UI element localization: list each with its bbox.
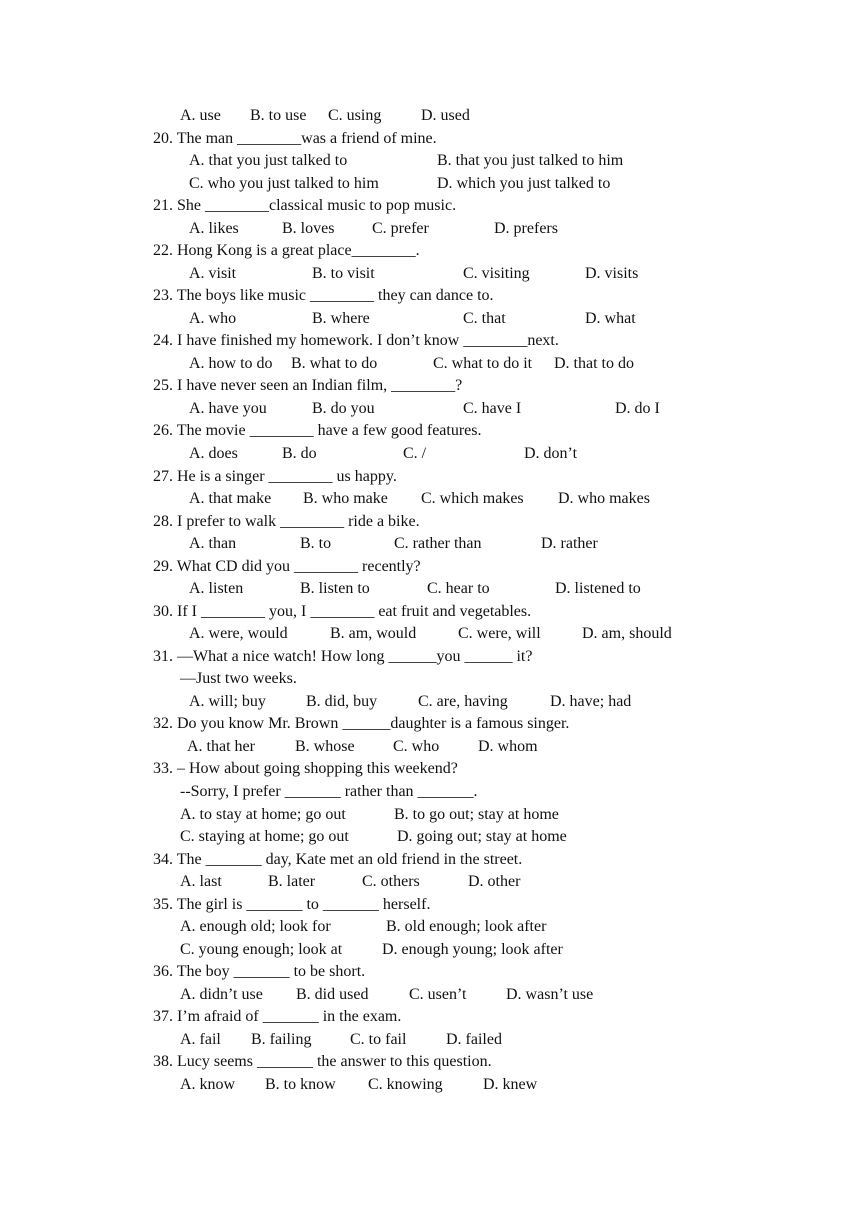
q28-option-a: A. than	[189, 535, 237, 552]
q20-option-a: A. that you just talked to	[189, 152, 348, 169]
q33-option-d: D. going out; stay at home	[397, 828, 567, 845]
q22-stem: 22. Hong Kong is a great place________.	[153, 242, 420, 259]
q38-option-d: D. knew	[483, 1076, 538, 1093]
q19-option-b: B. to use	[250, 107, 307, 124]
q30-option-d: D. am, should	[582, 625, 672, 642]
q20-option-b: B. that you just talked to him	[437, 152, 624, 169]
q22-option-a: A. visit	[189, 265, 237, 282]
q27-stem: 27. He is a singer ________ us happy.	[153, 468, 397, 485]
q35-option-a: A. enough old; look for	[180, 918, 331, 935]
q38-option-c: C. knowing	[368, 1076, 443, 1093]
q36-option-a: A. didn’t use	[180, 986, 263, 1003]
q29-option-c: C. hear to	[427, 580, 490, 597]
q26-stem: 26. The movie ________ have a few good features.	[153, 422, 482, 439]
q35-option-c: C. young enough; look at	[180, 941, 343, 958]
q31-option-b: B. did, buy	[306, 693, 378, 710]
q27-option-c: C. which makes	[421, 490, 524, 507]
q22-option-c: C. visiting	[463, 265, 530, 282]
q37-option-a: A. fail	[180, 1031, 221, 1048]
q25-option-b: B. do you	[312, 400, 375, 417]
q37-option-b: B. failing	[251, 1031, 312, 1048]
q37-option-d: D. failed	[446, 1031, 502, 1048]
q36-option-c: C. usen’t	[409, 986, 467, 1003]
q35-option-d: D. enough young; look after	[382, 941, 563, 958]
q23-option-d: D. what	[585, 310, 636, 327]
q29-option-a: A. listen	[189, 580, 244, 597]
q30-option-c: C. were, will	[458, 625, 541, 642]
q30-option-b: B. am, would	[330, 625, 417, 642]
q26-option-b: B. do	[282, 445, 317, 462]
q38-stem: 38. Lucy seems _______ the answer to this question.	[153, 1053, 492, 1070]
q28-option-d: D. rather	[541, 535, 598, 552]
q20-option-d: D. which you just talked to	[437, 175, 611, 192]
q24-option-b: B. what to do	[291, 355, 378, 372]
q33-reply: --Sorry, I prefer _______ rather than _______.	[180, 783, 478, 800]
q29-option-b: B. listen to	[300, 580, 370, 597]
q26-option-d: D. don’t	[524, 445, 578, 462]
q19-option-a: A. use	[180, 107, 221, 124]
q31-stem: 31. —What a nice watch! How long ______you ______ it?	[153, 648, 533, 665]
q37-stem: 37. I’m afraid of _______ in the exam.	[153, 1008, 402, 1025]
q30-stem: 30. If I ________ you, I ________ eat fruit and vegetables.	[153, 603, 532, 620]
q28-option-b: B. to	[300, 535, 332, 552]
q35-stem: 35. The girl is _______ to _______ herself.	[153, 896, 431, 913]
q32-option-d: D. whom	[478, 738, 538, 755]
q38-option-b: B. to know	[265, 1076, 336, 1093]
q30-option-a: A. were, would	[189, 625, 288, 642]
q24-option-a: A. how to do	[189, 355, 273, 372]
q27-option-a: A. that make	[189, 490, 272, 507]
q25-option-c: C. have I	[463, 400, 522, 417]
q22-option-b: B. to visit	[312, 265, 375, 282]
q23-option-c: C. that	[463, 310, 506, 327]
q32-option-c: C. who	[393, 738, 440, 755]
q32-stem: 32. Do you know Mr. Brown ______daughter is a famous singer.	[153, 715, 570, 732]
q24-option-d: D. that to do	[554, 355, 634, 372]
q27-option-b: B. who make	[303, 490, 388, 507]
q36-option-d: D. wasn’t use	[506, 986, 594, 1003]
q34-stem: 34. The _______ day, Kate met an old friend in the street.	[153, 851, 523, 868]
q37-option-c: C. to fail	[350, 1031, 407, 1048]
q20-stem: 20. The man ________was a friend of mine.	[153, 130, 437, 147]
q23-stem: 23. The boys like music ________ they can dance to.	[153, 287, 494, 304]
q36-stem: 36. The boy _______ to be short.	[153, 963, 366, 980]
q19-option-d: D. used	[421, 107, 470, 124]
q28-stem: 28. I prefer to walk ________ ride a bike.	[153, 513, 420, 530]
q26-option-c: C. /	[403, 445, 427, 462]
q21-option-d: D. prefers	[494, 220, 558, 237]
q21-option-c: C. prefer	[372, 220, 429, 237]
q34-option-c: C. others	[362, 873, 420, 890]
q25-option-a: A. have you	[189, 400, 267, 417]
q34-option-a: A. last	[180, 873, 222, 890]
q21-stem: 21. She ________classical music to pop music.	[153, 197, 457, 214]
q26-option-a: A. does	[189, 445, 238, 462]
q29-option-d: D. listened to	[555, 580, 641, 597]
q36-option-b: B. did used	[296, 986, 369, 1003]
q33-stem: 33. – How about going shopping this weekend?	[153, 760, 458, 777]
q19-option-c: C. using	[328, 107, 382, 124]
q24-option-c: C. what to do it	[433, 355, 533, 372]
q28-option-c: C. rather than	[394, 535, 482, 552]
q33-option-c: C. staying at home; go out	[180, 828, 349, 845]
q24-stem: 24. I have finished my homework. I don’t know ________next.	[153, 332, 559, 349]
q33-option-a: A. to stay at home; go out	[180, 806, 346, 823]
q31-reply: —Just two weeks.	[180, 670, 297, 687]
q31-option-c: C. are, having	[418, 693, 508, 710]
q21-option-a: A. likes	[189, 220, 239, 237]
q25-stem: 25. I have never seen an Indian film, ________?	[153, 377, 463, 394]
q21-option-b: B. loves	[282, 220, 335, 237]
q27-option-d: D. who makes	[558, 490, 650, 507]
q32-option-a: A. that her	[187, 738, 255, 755]
q31-option-d: D. have; had	[550, 693, 632, 710]
q32-option-b: B. whose	[295, 738, 355, 755]
q29-stem: 29. What CD did you ________ recently?	[153, 558, 421, 575]
q31-option-a: A. will; buy	[189, 693, 266, 710]
q25-option-d: D. do I	[615, 400, 660, 417]
q33-option-b: B. to go out; stay at home	[394, 806, 559, 823]
q20-option-c: C. who you just talked to him	[189, 175, 379, 192]
q34-option-d: D. other	[468, 873, 521, 890]
q23-option-a: A. who	[189, 310, 237, 327]
q23-option-b: B. where	[312, 310, 370, 327]
q22-option-d: D. visits	[585, 265, 639, 282]
q38-option-a: A. know	[180, 1076, 236, 1093]
q34-option-b: B. later	[268, 873, 316, 890]
q35-option-b: B. old enough; look after	[386, 918, 547, 935]
